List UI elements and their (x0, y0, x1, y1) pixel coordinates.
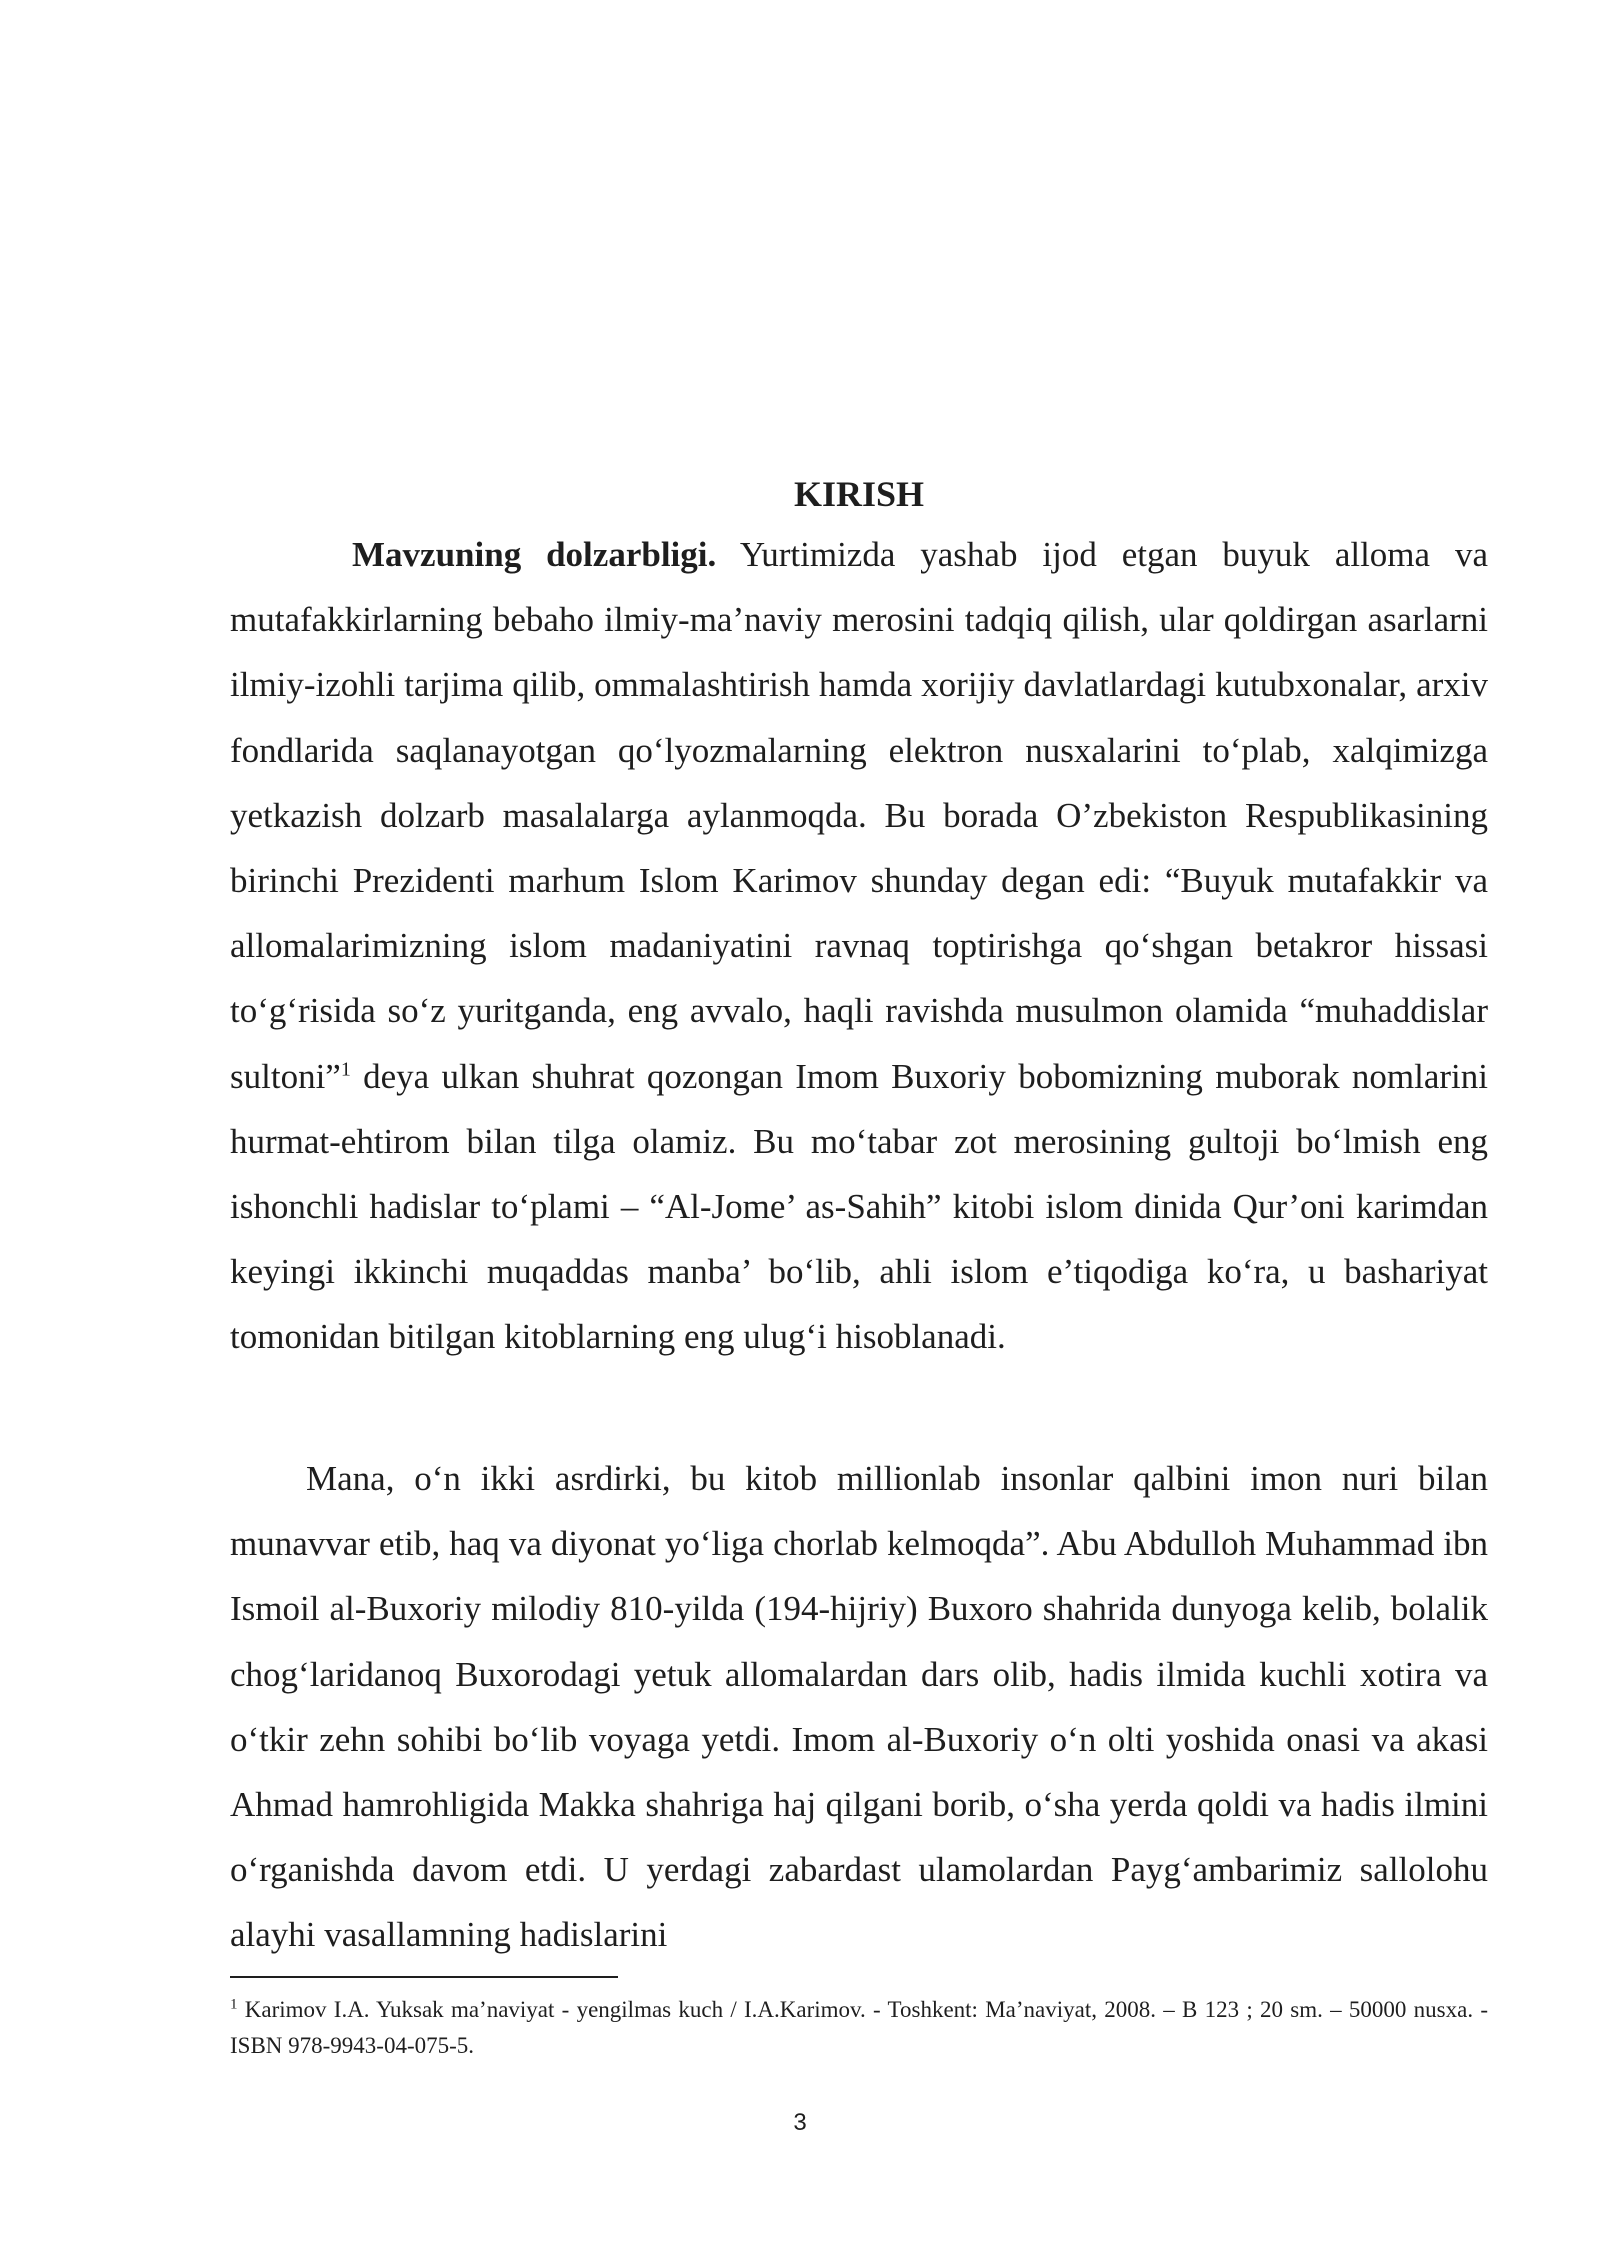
paragraph-2: Mana, o‘n ikki asrdirki, bu kitob millionlab insonlar qalbini imon nuri bilan munavvar etib, haq va diyonat yo‘liga chorlab kelmoqda”. Abu Abdulloh Muhammad ibn Ismoil al-Buxoriy milodiy 810-yilda (194-hijriy) Buxoro shahrida dunyoga kelib, bolalik chog‘laridanoq Buxorodagi yetuk allomalardan dars olib, hadis ilmida kuchli xotira va o‘tkir zehn sohibi bo‘lib voyaga yetdi. Imom al-Buxoriy o‘n olti yoshida onasi va akasi Ahmad hamrohligida Makka shahriga haj qilgani borib, o‘sha yerda qoldi va hadis ilmini o‘rganishda davom etdi. U yerdagi zabardast ulamolardan Payg‘ambarimiz sallolohu alayhi vasallamning hadislarini (230, 1459, 1488, 1955)
footnote-text: Karimov I.A. Yuksak ma’naviyat - yengilmas kuch / I.A.Karimov. - Toshkent: Ma’naviyat, 2008. – B 123 ; 20 sm. – 50000 nusxa. - ISBN 978-9943-04-075-5. (230, 1997, 1488, 2058)
page-title: KIRISH (793, 474, 925, 514)
paragraph-1-text-after-ref: deya ulkan shuhrat qozongan Imom Buxoriy bobomizning muborak nomlarini hurmat-ehtirom bilan tilga olamiz. Bu mo‘tabar zot merosining gultoji bo‘lmish eng ishonchli hadislar to‘plami – “Al-Jome’ as-Sahih” kitobi islom dinida Qur’oni karimdan keyingi ikkinchi muqaddas manba’ bo‘lib, ahli islom e’tiqodiga ko‘ra, u bashariyat tomonidan bitilgan kitoblarning eng ulug‘i hisoblanadi. (230, 1056, 1488, 1357)
paragraph-1-text-before-ref: Yurtimizda yashab ijod etgan buyuk alloma va mutafakkirlarning bebaho ilmiy-ma’naviy merosini tadqiq qilish, ular qoldirgan asarlarni ilmiy-izohli tarjima qilib, ommalashtirish hamda xorijiy davlatlardagi kutubxonalar, arxiv fondlarida saqlanayotgan qo‘lyozmalarning elektron nusxalarini to‘plab, xalqimizga yetkazish dolzarb masalalarga aylanmoqda. Bu borada O’zbekiston Respublikasining birinchi Prezidenti marhum Islom Karimov shunday degan edi: “Buyuk mutafakkir va allomalarimizning islom madaniyatini ravnaq toptirishga qo‘shgan betakror hissasi to‘g‘risida so‘z yuritganda, eng avvalo, haqli ravishda musulmon olamida “muhaddislar sultoni” (230, 535, 1488, 1096)
footnote (230, 1992, 1488, 2064)
footnote-number: 1 (230, 1996, 238, 2013)
footnote-separator (230, 1976, 618, 1978)
page-number: 3 (793, 2109, 807, 2136)
paragraph-1 (230, 522, 1488, 1370)
paragraph-1-lead: Mavzuning dolzarbligi. (352, 535, 717, 574)
footnote-reference[interactable]: 1 (340, 1057, 351, 1080)
